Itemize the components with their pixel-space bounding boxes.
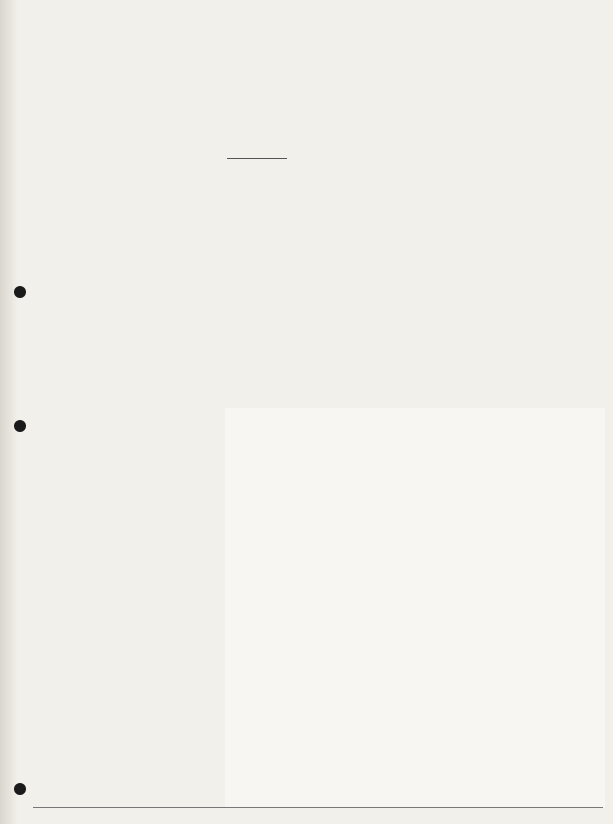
punch-hole bbox=[14, 286, 26, 298]
spine-figure bbox=[225, 408, 605, 808]
body-column-left bbox=[33, 344, 209, 347]
author-address bbox=[227, 158, 387, 161]
column-top-middle bbox=[227, 6, 387, 9]
punch-hole bbox=[14, 783, 26, 795]
column-top-right bbox=[418, 6, 598, 9]
punch-hole bbox=[14, 420, 26, 432]
column-top-left bbox=[33, 6, 211, 9]
scan-shadow bbox=[0, 0, 18, 824]
figure-background bbox=[225, 408, 605, 808]
page-footer bbox=[33, 807, 603, 809]
